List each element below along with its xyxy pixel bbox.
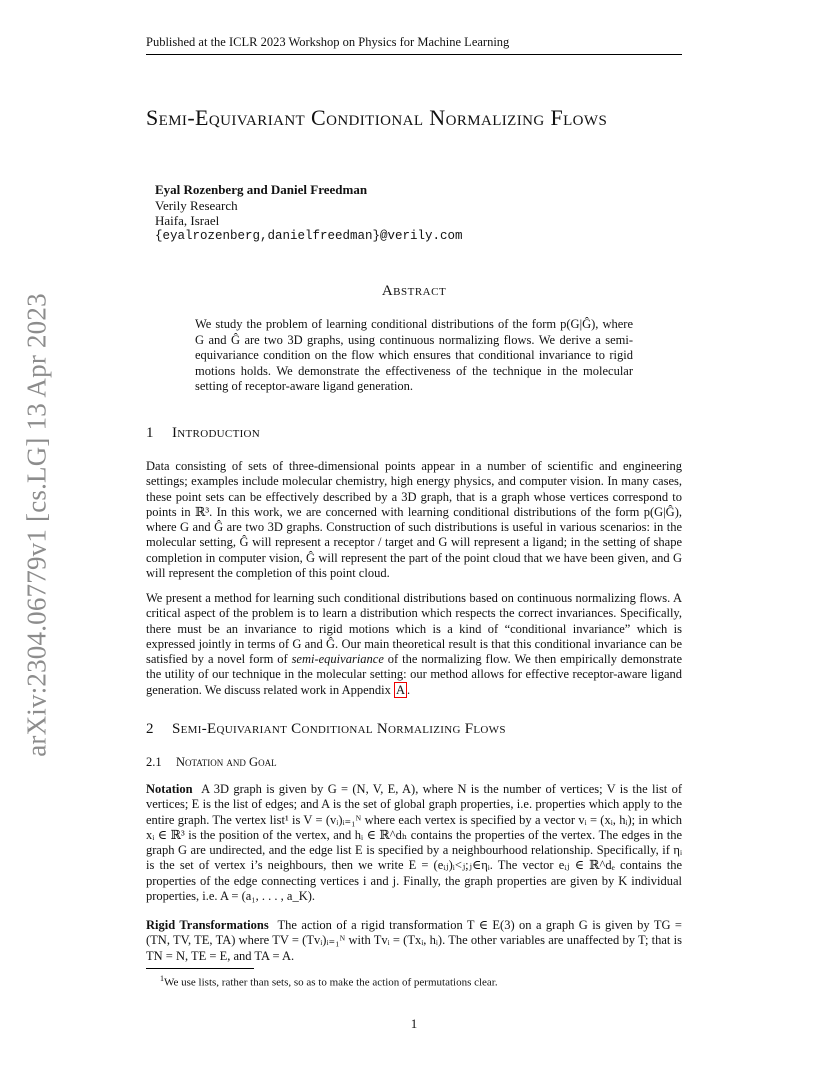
rigid-run-in-head: Rigid Transformations [146,918,269,932]
intro-paragraph-1: Data consisting of sets of three-dimensional points appear in a number of scientific and engineering settings; examples include molecular chemistry, high energy physics, and computer vision. In many cases, these point sets can be effectively described by a 3D graph, that is a graph whose vertices correspond to points in ℝ³. In this work, we are concerned with learning conditional distributions of the form p(G|Ĝ), where G and Ĝ are two 3D graphs. Construction of such distributions is useful in various scenarios: in the molecular setting, Ĝ will represent a receptor / target and G will represent a ligand; in the setting of shape completion in computer vision, Ĝ will represent the part of the point cloud that we have been given, and G will represent the completion of this point cloud. [146,459,682,581]
section-1-heading [146,425,260,442]
arxiv-identifier[interactable]: arXiv:2304.06779v1 [cs.LG] 13 Apr 2023 [21,293,52,757]
author-location: Haifa, Israel [155,213,220,228]
abstract-heading: Abstract [381,283,447,299]
intro-p2-text-a: We present a method for learning such conditional distributions based on continuous normalizing flows. A critical aspect of the problem is to learn a distribution which respects the correct invariances. Specifically, there must be an invariance to rigid motions which is a kind of “conditional invariance” which is expressed jointly in terms of G and Ĝ. Our main theoretical result is that this conditional invariance can be satisfied by a novel form of [146,591,682,667]
intro-p2-text-b: of the normalizing flow. We then empirically demonstrate the utility of our technique in the molecular setting: our method allows for effective receptor-aware ligand generation. We discuss related work in Appendix [146,652,683,697]
paper-title: Semi-Equivariant Conditional Normalizing Flows [146,105,608,130]
subsection-2-1-number: 2.1 [146,755,162,769]
author-names: Eyal Rozenberg and Daniel Freedman [155,182,368,197]
notation-paragraph [146,782,682,904]
author-affiliation: Verily Research [155,197,238,213]
rigid-body: The action of a rigid transformation T ∈ E(3) on a graph G is given by TG = (TN, TV, TE, TA) where TV = (Tvᵢ)ᵢ₌₁ᴺ with Tvᵢ = (Txᵢ, hᵢ). The other variables are unaffected by T; that is TN = N, TE = E, and TA = A. [146,918,682,963]
subsection-2-1-title: Notation and Goal [176,755,277,769]
page-number: 1 [410,1016,418,1031]
abstract-body: We study the problem of learning conditional distributions of the form p(G|Ĝ), where G and Ĝ are two 3D graphs, using continuous normalizing flows. We derive a semi-equivariance condition on the flow which ensures that conditional invariance to rigid motions holds. We demonstrate the effectiveness of the technique in the molecular setting of receptor-aware ligand generation. [195,317,633,393]
arxiv-sidebar [14,285,60,765]
footnote-mark: 1 [160,974,164,983]
section-2-title: Semi-Equivariant Conditional Normalizing Flows [172,721,506,737]
intro-p2-text-c: . [407,682,411,697]
footnote-rule [146,968,254,969]
footnote-text: We use lists, rather than sets, so as to make the action of permutations clear. [164,976,498,989]
subsection-2-1-heading [146,755,277,770]
author-email[interactable]: {eyalrozenberg,danielfreedman}@verily.com [155,228,463,243]
section-1-title: Introduction [172,425,261,441]
running-header: Published at the ICLR 2023 Workshop on Physics for Machine Learning [146,35,682,55]
notation-run-in-head: Notation [146,782,193,796]
rigid-transformations-paragraph [146,918,682,964]
intro-paragraph-2 [146,591,682,698]
footnote [160,974,498,989]
section-2-heading [146,721,506,738]
section-1-number: 1 [146,425,154,441]
section-2-number: 2 [146,721,154,737]
appendix-link[interactable]: A [396,682,406,697]
notation-body: A 3D graph is given by G = (N, V, E, A), where N is the number of vertices; V is the list of vertices; E is the list of edges; and A is the set of global graph properties, i.e. properties which apply to the entire graph. The vertex list¹ is V = (vᵢ)ᵢ₌₁ᴺ where each vertex is specified by a vector vᵢ = (xᵢ, hᵢ); in which xᵢ ∈ ℝ³ is the position of the vertex, and hᵢ ∈ ℝ^dₕ contains the properties of the vertex. The edges in the graph G are undirected, and the edge list E is specified by a neighbourhood relationship. Specifically, if ηᵢ is the set of vertex i’s neighbours, then we write E = (eᵢⱼ)ᵢ<ⱼ;ⱼ∈ηᵢ. The vector eᵢⱼ ∈ ℝ^dₑ contains the properties of the edge connecting vertices i and j. Finally, the graph properties are given by K individual properties, i.e. A = (a₁, . . . , a_K). [146,782,683,904]
intro-p2-emphasis: semi-equivariance [291,652,384,667]
author-block [155,182,463,244]
